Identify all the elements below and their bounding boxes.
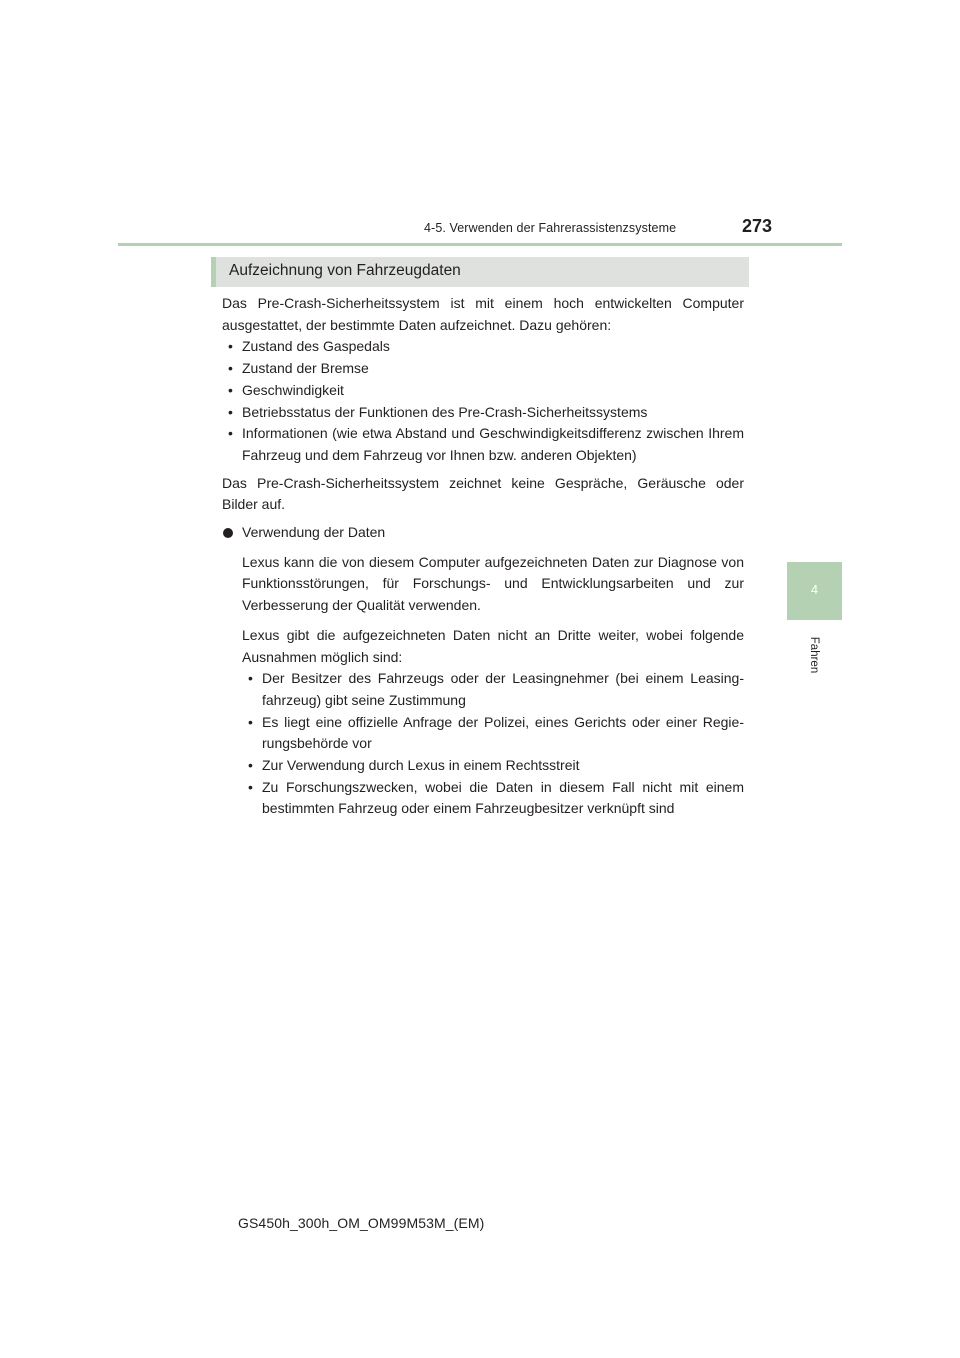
list-item: • Zustand der Bremse [222,358,744,380]
header-section-title: 4-5. Verwenden der Fahrerassistenzsysteme [424,221,677,235]
bullet-icon: • [228,338,233,355]
bullet-icon: • [248,757,253,774]
bullet-icon: • [248,778,253,795]
bullet-icon: • [248,670,253,687]
recorded-data-list [222,336,744,466]
footer-document-code: GS450h_300h_OM_OM99M53M_(EM) [238,1215,485,1231]
chapter-tab [787,562,842,620]
bullet-icon: • [248,713,253,730]
note-paragraph: Das Pre-Crash-Sicherheitssystem zeichnet keine Gespräche, Geräusche oder Bilder auf. [222,474,744,513]
bullet-icon: • [228,360,233,377]
bullet-icon: • [228,381,233,398]
data-use-heading: Verwendung der Daten [222,522,744,544]
chapter-number: 4 [810,582,819,597]
header-rule [118,243,842,246]
body-content [222,293,744,820]
list-item: • Zu Forschungszwecken, wobei die Daten in diesem Fall nicht mit einem bestimmten Fahrzeug oder einem Fahrzeugbesitzer verknüpft sind [248,778,744,817]
list-item: • Geschwindigkeit [222,380,744,402]
page-number: 273 [742,216,773,236]
exceptions-list [242,668,744,820]
list-item: • Zustand des Gaspedals [222,336,744,358]
list-item: • Es liegt eine offizielle Anfrage der Polizei, eines Gerichts oder einer Regie-rungsbehörde vor [248,713,744,752]
intro-paragraph: Das Pre-Crash-Sicherheitssystem ist mit einem hoch entwickelten Computer ausgestattet, der bestimmte Daten aufzeichnet. Dazu gehören: [222,295,744,333]
section-heading: Aufzeichnung von Fahrzeugdaten [229,262,461,279]
filled-circle-icon [223,528,233,538]
data-use-paragraph: Lexus kann die von diesem Computer aufgezeichneten Daten zur Diagnose von Funktionsstörungen, für Forschungs- und Entwicklungsarbeiten und zur Verbesserung der Qualität verwenden. [242,553,744,614]
bullet-icon: • [228,403,233,420]
data-sharing-paragraph: Lexus gibt die aufgezeichneten Daten nicht an Dritte weiter, wobei folgende Ausnahmen möglich sind: [242,626,744,665]
list-item: • Zur Verwendung durch Lexus in einem Rechtsstreit [242,755,744,777]
list-item: • Der Besitzer des Fahrzeugs oder der Leasingnehmer (bei einem Leasing-fahrzeug) gibt seine Zustimmung [248,670,744,708]
list-item: • Informationen (wie etwa Abstand und Geschwindigkeitsdifferenz zwischen Ihrem Fahrzeug und dem Fahrzeug vor Ihnen bzw. anderen Objekten) [228,425,744,463]
bullet-icon: • [228,425,233,442]
data-use-section [222,552,744,820]
section-heading-bar [211,257,749,287]
list-item: • Betriebsstatus der Funktionen des Pre-Crash-Sicherheitssystems [222,402,744,424]
chapter-label: Fahren [808,636,820,674]
